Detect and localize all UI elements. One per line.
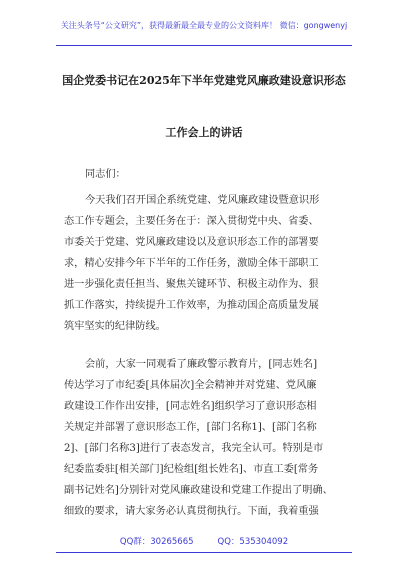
footer-divider bbox=[56, 552, 352, 553]
header-promo-note: 关注头条号“公文研究”，获得最新最全最专业的公文资料库！ 微信：gongwenyj bbox=[60, 21, 348, 30]
paragraph-line: 态工作专题会，主要任务在于：深入贯彻党中央、省委、 bbox=[64, 216, 319, 227]
paragraph-line: 政建设工作作出安排，[同志姓名]组织学习了意识形态相 bbox=[64, 401, 317, 412]
header-divider bbox=[56, 45, 352, 46]
footer-contact bbox=[0, 535, 408, 547]
salutation-text: 同志们： bbox=[85, 169, 126, 180]
paragraph-line: 关规定并部署了意识形态工作，[部门名称1]、[部门名称 bbox=[64, 422, 317, 433]
paragraph-line: 传达学习了市纪委[具体届次]全会精神并对党建、党风廉 bbox=[64, 380, 317, 391]
paragraph-line: 会前，大家一同观看了廉政警示教育片，[同志姓名] bbox=[85, 359, 318, 370]
paragraph-line: 抓工作落实，持续提升工作效率，为推动国企高质量发展 bbox=[64, 300, 319, 311]
paragraph-line: 纪委监委驻[相关部门]纪检组[组长姓名]、市直工委[常务 bbox=[64, 464, 319, 475]
footer-qq-group: QQ群：30265665 bbox=[119, 537, 194, 547]
paragraph-line: 市委关于党建、党风廉政建设以及意识形态工作的部署要 bbox=[64, 237, 319, 248]
paragraph-1 bbox=[64, 190, 354, 337]
paragraph-line: 筑牢坚实的纪律防线。 bbox=[64, 321, 166, 332]
paragraph-2 bbox=[64, 354, 354, 522]
footer-qq-number: QQ：535304092 bbox=[217, 537, 289, 547]
salutation bbox=[64, 164, 354, 185]
paragraph-line: 今天我们召开国企系统党建、党风廉政建设暨意识形 bbox=[85, 195, 320, 206]
paragraph-line: 2]、[部门名称3]进行了表态发言，我完全认可。特别是市 bbox=[64, 443, 324, 454]
paragraph-line: 副书记姓名]分别针对党风廉政建设和党建工作提出了明确、 bbox=[64, 485, 333, 496]
paragraph-line: 细致的要求，请大家务必认真贯彻执行。下面，我着重强 bbox=[64, 506, 319, 517]
paragraph-line: 进一步强化责任担当、聚焦关键环节、积极主动作为、狠 bbox=[64, 279, 319, 290]
document-title-line-1: 国企党委书记在2025年下半年党建党风廉政建设意识形态 bbox=[62, 74, 346, 87]
paragraph-line: 求，精心安排今年下半年的工作任务，激励全体干部职工 bbox=[64, 258, 319, 269]
document-title-line-2: 工作会上的讲话 bbox=[165, 126, 243, 139]
